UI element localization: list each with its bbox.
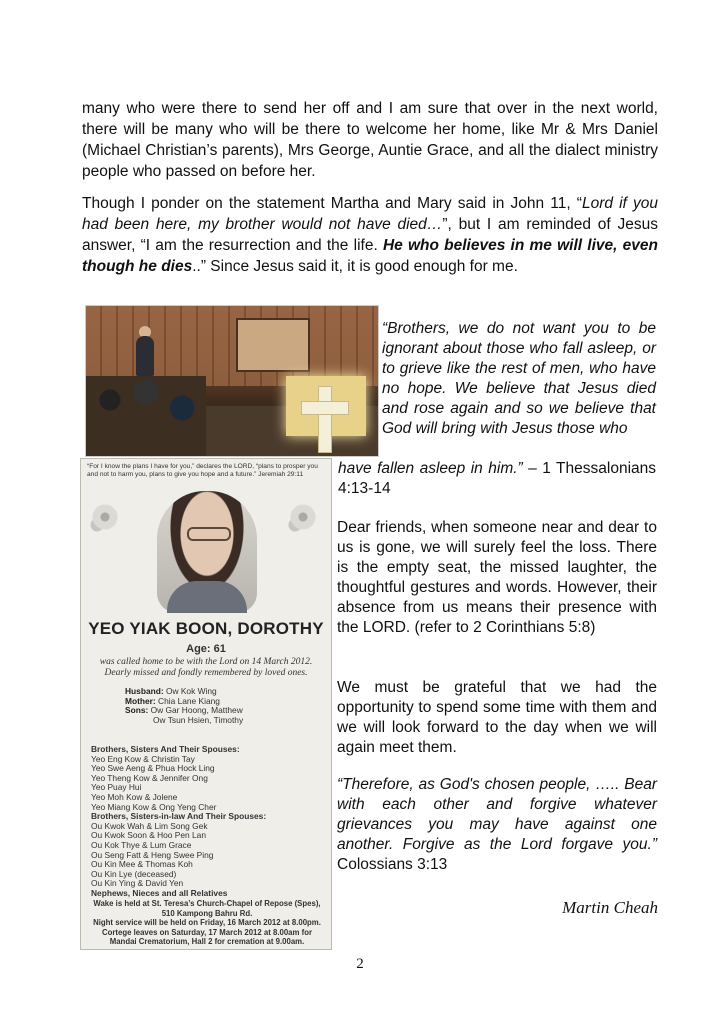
list-item: Yeo Swe Aeng & Phua Hock Ling	[91, 763, 215, 774]
thessalonians-quote-end	[338, 459, 656, 499]
obituary-verse: “For I know the plans I have for you,” declares the LORD, “plans to prosper you and not to harm you, plans to give you hope and a future.” Jeremiah 29:11	[87, 463, 318, 478]
paragraph-john	[82, 193, 658, 277]
list-item: Ou Kwok Soon & Hoo Pen Lan	[91, 830, 206, 841]
sons-names: Ow Gar Hoong, Matthew	[148, 705, 243, 716]
mother-label: Mother:	[125, 695, 156, 706]
obituary-name: YEO YIAK BOON, DOROTHY	[88, 619, 324, 638]
list-item: Ou Kok Thye & Lum Grace	[91, 839, 192, 850]
funeral-service-photo	[85, 305, 379, 457]
colossians-reference: Colossians 3:13	[337, 856, 448, 873]
obituary-called-home: was called home to be with the Lord on 14 March 2012. Dearly missed and fondly remembered by loved ones.	[99, 657, 313, 678]
nephews-line: Nephews, Nieces and all Relatives	[91, 887, 228, 898]
thessalonians-quote-text: “Brothers, we do not want you to be ignorant about those who fall asleep, or to grieve like the rest of men, who have no hope. We believe that Jesus died and rose again and so we believe that God will bring with Jesus those who	[382, 320, 656, 437]
obituary-portrait	[157, 491, 257, 613]
thessalonians-quote-tail: have fallen asleep in him.”	[338, 460, 523, 477]
flower-decoration-icon	[283, 497, 323, 537]
obituary-relatives-list	[91, 745, 323, 899]
paragraph-intro-text: many who were there to send her off and I am sure that over in the next world, there will be many who will be there to welcome her home, like Mr & Mrs Daniel (Michael Christian’s parents), Mrs George, Auntie Grace, and all the dialect ministry people who passed on before her.	[82, 100, 658, 180]
list-item: Ou Seng Fatt & Heng Swee Ping	[91, 849, 214, 860]
page-number: 2	[356, 956, 364, 972]
wake-line: 510 Kampong Bahru Rd.	[161, 908, 253, 918]
mother-name: Chia Lane Kiang	[155, 695, 220, 706]
colossians-quote	[337, 775, 657, 875]
list-item: Yeo Theng Kow & Jennifer Ong	[91, 772, 208, 783]
sons-names-second: Ow Tsun Hsien, Timothy	[153, 714, 244, 725]
paragraph-john-bold-quote: He who believes in me will live, even though he dies	[82, 237, 658, 275]
author-signature: Martin Cheah	[562, 898, 658, 917]
list-item: Ou Kin Ying & David Yen	[91, 878, 184, 889]
wake-line: Mandai Crematorium, Hall 2 for cremation at 9.00am.	[109, 937, 305, 947]
colossians-quote-text: “Therefore, as God's chosen people, ….. Bear with each other and forgive whatever grievances you may have against one another. Forgive as the Lord forgave you.”	[337, 776, 657, 853]
list-item: Yeo Puay Hui	[91, 782, 142, 793]
list-item: Yeo Eng Kow & Christin Tay	[91, 753, 195, 764]
list-item: Yeo Miang Kow & Ong Yeng Cher	[91, 801, 217, 812]
paragraph-john-text-a: Though I ponder on the statement Martha and Mary said in John 11, “	[82, 195, 582, 212]
sons-label: Sons:	[125, 705, 149, 716]
paragraph-john-text-e: ..” Since Jesus said it, it is good enough for me.	[192, 258, 518, 275]
wake-line: Night service will be held on Friday, 16 March 2012 at 8.00pm.	[93, 918, 321, 928]
wake-line: Wake is held at St. Teresa’s Church-Chapel of Repose (Spes),	[93, 899, 321, 908]
siblings-heading: Brothers, Sisters And Their Spouses:	[91, 744, 240, 754]
inlaws-heading: Brothers, Sisters-in-law And Their Spouses:	[91, 811, 267, 822]
obituary-immediate-family	[125, 687, 325, 725]
paragraph-john-quote: Lord if you had been here, my brother would not have died…	[82, 195, 658, 233]
obituary-clipping	[80, 458, 332, 950]
flower-decoration-icon	[85, 497, 125, 537]
thessalonians-quote	[382, 319, 656, 439]
thessalonians-reference: – 1 Thessalonians 4:13-14	[338, 460, 656, 497]
list-item: Ou Kwok Wah & Lim Song Gek	[91, 820, 208, 831]
husband-label: Husband:	[125, 686, 164, 696]
paragraph-grateful: We must be grateful that we had the opportunity to spend some time with them and we will look forward to the day when we will again meet them.	[337, 679, 657, 756]
paragraph-john-text-c: ”, but I am reminded of Jesus answer, “I am the resurrection and the life.	[82, 216, 659, 254]
list-item: Yeo Moh Kow & Jolene	[91, 791, 178, 802]
list-item: Ou Kin Lye (deceased)	[91, 868, 177, 879]
husband-name: Ow Kok Wing	[163, 686, 217, 696]
paragraph-dear-friends: Dear friends, when someone near and dear to us is gone, we will surely feel the loss. There is the empty seat, the missed laughter, the thoughtful gestures and words. However, their absence from us means their presence with the LORD. (refer to 2 Corinthians 5:8)	[337, 519, 657, 636]
paragraph-intro	[82, 98, 658, 182]
obituary-age: Age: 61	[186, 643, 226, 655]
obituary-wake-details	[91, 899, 323, 947]
wake-line: Cortege leaves on Saturday, 17 March 2012 at 8.00am for	[101, 927, 313, 937]
list-item: Ou Kin Mee & Thomas Koh	[91, 859, 193, 870]
